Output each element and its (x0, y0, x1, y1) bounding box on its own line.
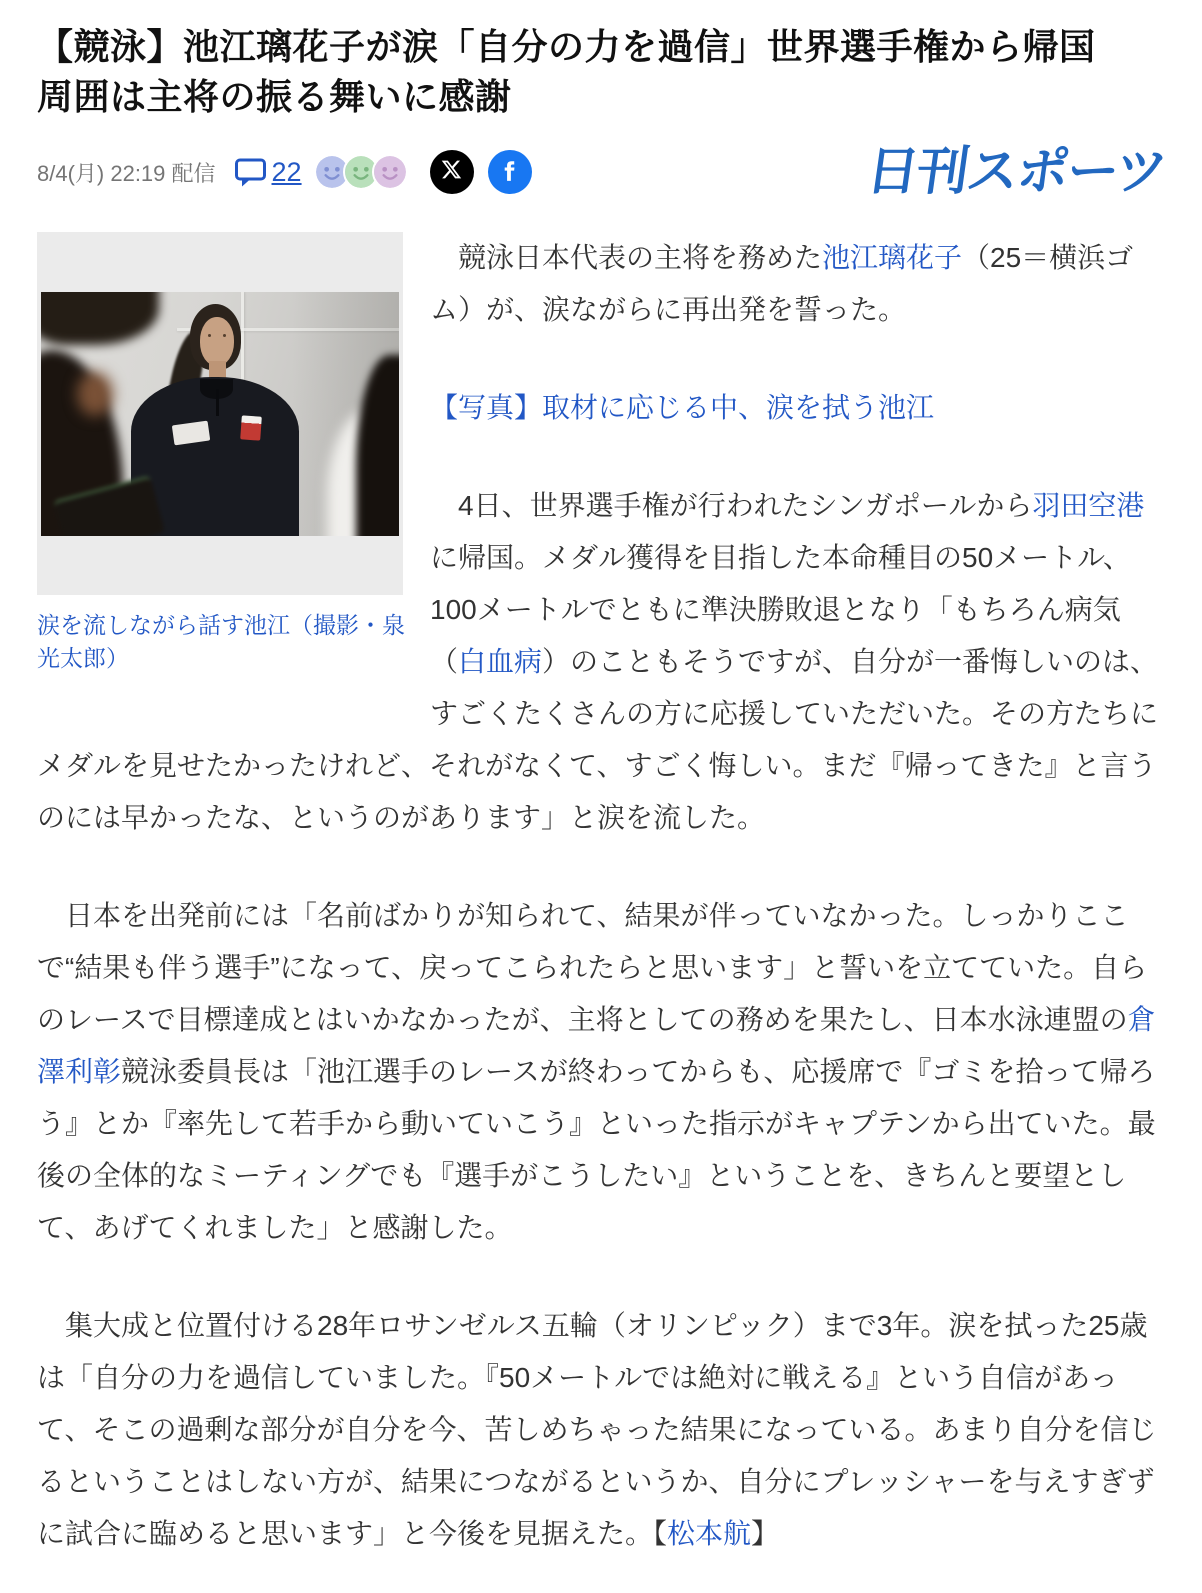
photo-person-silhouette (41, 292, 159, 346)
photo-art (200, 317, 234, 366)
link-leukemia[interactable]: 白血病 (458, 646, 543, 677)
title-line-2: 周囲は主将の振る舞いに感謝 (37, 76, 512, 117)
comment-count: 22 (271, 156, 302, 187)
paragraph-4 (37, 1300, 1165, 1560)
smiley-face-icon (372, 154, 408, 190)
link-matsumoto-wataru[interactable]: 松本航 (667, 1518, 752, 1549)
paragraph-text: （25＝横浜ゴム）が、涙ながらに再出発を誓った。 (430, 242, 1134, 325)
article-body (37, 232, 1165, 1560)
photo-art (241, 415, 262, 441)
article-title (37, 22, 1165, 122)
paragraph-3 (37, 890, 1165, 1254)
article-photo[interactable] (37, 232, 403, 595)
photo-caption-link[interactable]: 涙を流しながら話す池江（撮影・泉光太郎） (37, 612, 405, 671)
photo-art (77, 372, 113, 416)
photo-art (216, 389, 220, 416)
facebook-share-button[interactable] (488, 150, 532, 194)
link-haneda-airport[interactable]: 羽田空港 (1032, 490, 1145, 521)
paragraph-text: ）のこともそうですが、自分が一番悔しいのは、すごくたくさんの方に応援していただいた。その方たちにメダルを見せたかったけれど、それがなくて、すごく悔しい。まだ『帰ってきた』と言うのには早かったな、というのがあります」と涙を流した。 (37, 646, 1159, 833)
facebook-icon (497, 157, 523, 188)
publish-date: 8/4(月) 22:19 配信 (37, 160, 216, 186)
title-line-1: 【競泳】池江璃花子が涙「自分の力を過信」世界選手権から帰国 (37, 26, 1096, 67)
photo-of-ikee-interview (41, 292, 399, 536)
provider-logo-nikkan-sports[interactable]: 日刊スポーツ (863, 143, 1170, 201)
meta-row (37, 142, 1170, 202)
paragraph-text: 集大成と位置付ける28年ロサンゼルス五輪（オリンピック）まで3年。涙を拭った25歳は「自分の力を過信していました。『50メートルでは絶対に戦える』という自信があって、そこの過剰な部分が自分を今、苦しめちゃった結果になっている。あまり自分を信じるということはしない方が、結果につながるというか、自分にプレッシャーを与えすぎずに試合に臨めると思います」と今後を見据えた。【 (37, 1310, 1157, 1549)
link-kurasawa-toshiaki[interactable]: 倉澤利彰 (37, 1004, 1156, 1087)
reaction-emojis[interactable] (314, 154, 408, 190)
comment-bubble-icon (234, 156, 268, 188)
paragraph-text: 4日、世界選手権が行われたシンガポールから (430, 490, 1033, 521)
paragraph-text: 】 (751, 1518, 780, 1549)
article-figure (37, 232, 403, 675)
link-ikee-rikako[interactable]: 池江璃花子 (822, 242, 963, 273)
article-page (0, 22, 1202, 1560)
paragraph-text: 競泳日本代表の主将を務めた (430, 242, 823, 273)
paragraph-text: に帰国。メダル獲得を目指した本命種目の50メートル、100メートルでともに準決勝敗退となり「もちろん病気（ (430, 542, 1131, 677)
photo-page-link[interactable]: 【写真】取材に応じる中、涙を拭う池江 (430, 392, 935, 423)
paragraph-text: 日本を出発前には「名前ばかりが知られて、結果が伴っていなかった。しっかりここで“結果も伴う選手”になって、戻ってこられたらと思います」と誓いを立てていた。自らのレースで目標達成とはいかなかったが、主将としての務めを果たし、日本水泳連盟の (37, 900, 1148, 1035)
x-icon (440, 158, 463, 186)
paragraph-text: 競泳委員長は「池江選手のレースが終わってからも、応援席で『ゴミを拾って帰ろう』とか『率先して若手から動いていこう』といった指示がキャプテンから出ていた。最後の全体的なミーティングでも『選手がこうしたい』ということを、きちんと要望として、あげてくれました」と感謝した。 (37, 1056, 1156, 1243)
comments-link[interactable] (234, 156, 302, 188)
x-share-button[interactable] (430, 150, 474, 194)
